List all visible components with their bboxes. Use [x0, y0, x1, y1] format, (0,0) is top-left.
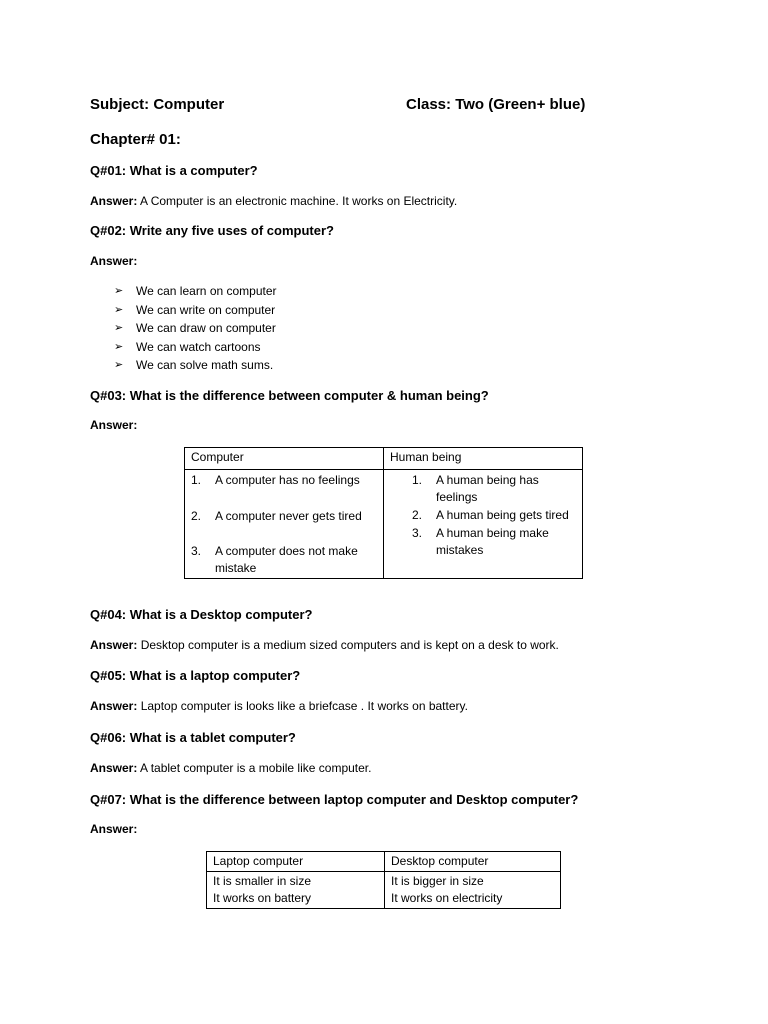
answer-5: [90, 699, 468, 713]
question-6: Q#06: What is a tablet computer?: [90, 730, 296, 745]
question-3: Q#03: What is the difference between computer & human being?: [90, 388, 489, 403]
answer-label: Answer:: [90, 194, 138, 208]
table-cell: It works on battery: [213, 891, 312, 905]
answer-5-text: Laptop computer is looks like a briefcase . It works on battery.: [140, 699, 468, 713]
answer-1-text: A Computer is an electronic machine. It works on Electricity.: [140, 194, 458, 208]
class-heading: Class: Two (Green+ blue): [406, 96, 586, 113]
answer-2-label: Answer:: [90, 254, 138, 268]
table-header-laptop: Laptop computer: [207, 852, 385, 872]
answer-label: Answer:: [90, 699, 138, 713]
answer-4: [90, 638, 559, 652]
arrow-bullet-icon: ➢: [114, 340, 124, 353]
list-item: 3. A human being make mistakes: [412, 526, 549, 557]
arrow-bullet-icon: ➢: [114, 359, 124, 371]
answer-6: [90, 761, 371, 775]
computer-vs-human-table: [184, 447, 583, 579]
table-header-computer: Computer: [185, 448, 384, 470]
list-item: ➢ We can watch cartoons: [114, 338, 277, 357]
table-cell: It is bigger in size: [391, 874, 484, 888]
answer-1: [90, 194, 457, 208]
list-item: ➢ We can draw on computer: [114, 319, 277, 338]
question-5: Q#05: What is a laptop computer?: [90, 668, 301, 683]
question-1: Q#01: What is a computer?: [90, 163, 258, 178]
answer-label: Answer:: [90, 638, 138, 652]
table-row: [207, 872, 561, 909]
table-cell: It works on electricity: [391, 891, 503, 905]
question-7: Q#07: What is the difference between laptop computer and Desktop computer?: [90, 792, 579, 807]
list-item: 3. A computer does not make mistake: [191, 544, 358, 575]
answer-3-label: Answer:: [90, 418, 138, 432]
chapter-heading: Chapter# 01:: [90, 131, 181, 148]
arrow-bullet-icon: ➢: [114, 303, 124, 316]
subject-heading: Subject: Computer: [90, 96, 225, 113]
list-item: 2. A human being gets tired: [412, 508, 569, 522]
table-header-desktop: Desktop computer: [385, 852, 561, 872]
list-item: ➢ We can learn on computer: [114, 282, 277, 301]
laptop-vs-desktop-table: [206, 851, 561, 909]
answer-7-label: Answer:: [90, 822, 138, 836]
list-item: 1. A human being has feelings: [412, 473, 539, 504]
arrow-bullet-icon: ➢: [114, 285, 124, 297]
human-column: [384, 470, 583, 579]
list-item: ➢ We can solve math sums.: [114, 356, 277, 375]
question-4: Q#04: What is a Desktop computer?: [90, 607, 313, 622]
question-2: Q#02: Write any five uses of computer?: [90, 223, 334, 238]
computer-column: [185, 470, 384, 579]
answer-4-text: Desktop computer is a medium sized computers and is kept on a desk to work.: [140, 638, 559, 652]
arrow-bullet-icon: ➢: [114, 322, 124, 334]
list-item: ➢ We can write on computer: [114, 301, 277, 320]
table-header-human: Human being: [384, 448, 583, 470]
list-item: 1. A computer has no feelings: [191, 473, 360, 487]
answer-label: Answer:: [90, 761, 138, 775]
answer-6-text: A tablet computer is a mobile like computer.: [140, 761, 372, 775]
table-cell: It is smaller in size: [213, 874, 312, 888]
uses-list: [114, 282, 277, 375]
list-item: 2. A computer never gets tired: [191, 509, 362, 523]
